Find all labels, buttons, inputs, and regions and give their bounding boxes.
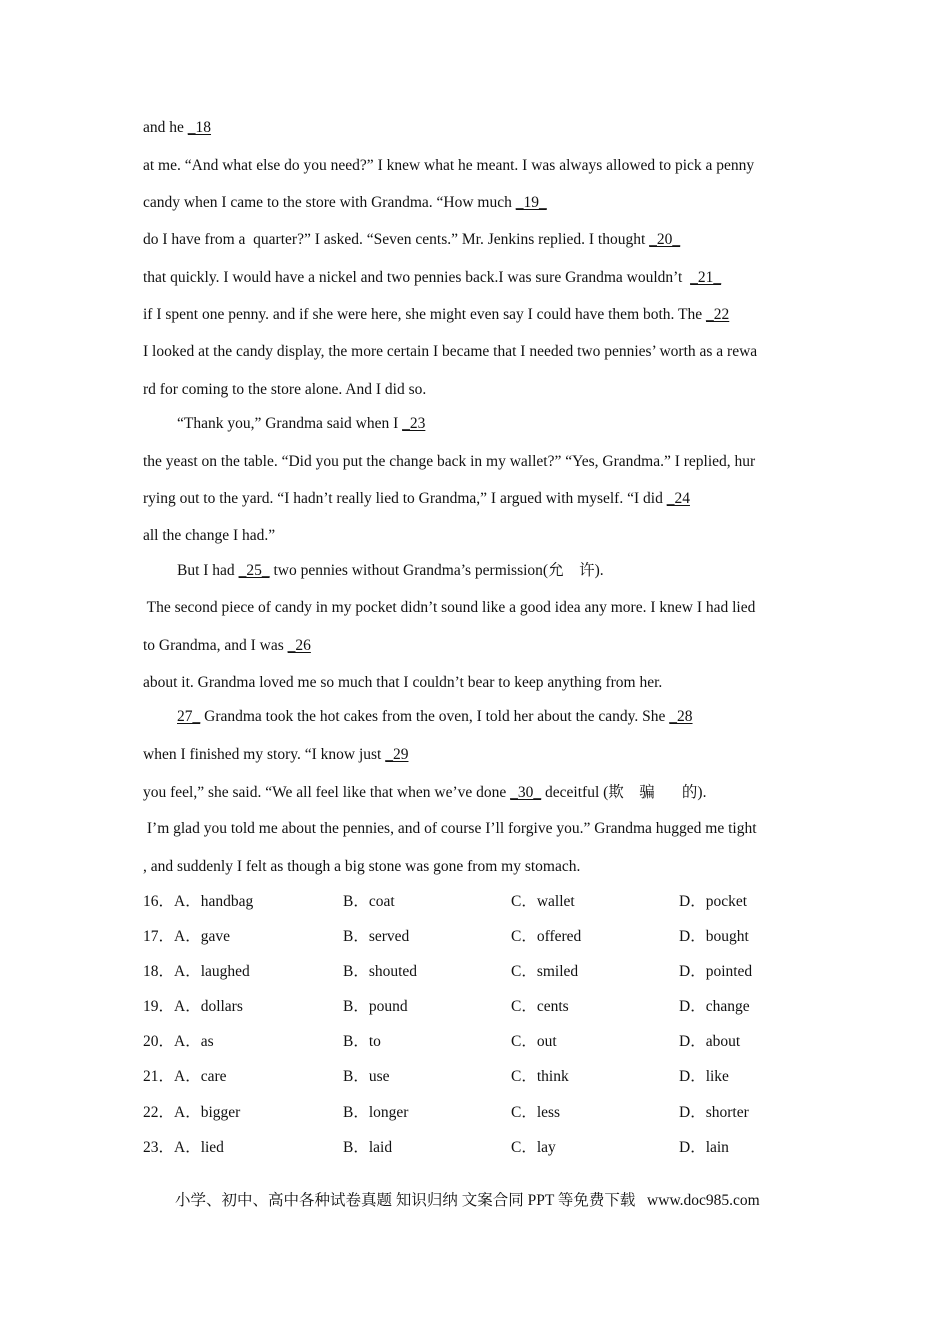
passage-line-17: 27_ Grandma took the hot cakes from the oven, I told her about the candy. She _28 (177, 708, 693, 725)
passage-line-10: the yeast on the table. “Did you put the change back in my wallet?” “Yes, Grandma.” I replied, hur (143, 453, 756, 470)
page-footer: 小学、初中、高中各种试卷真题 知识归纳 文案合同 PPT 等免费下载 www.doc985.com (175, 1192, 760, 1209)
option-a: 23．A．lied (143, 1139, 224, 1156)
question-23-options (143, 1138, 823, 1160)
blank-20: _20_ (649, 231, 681, 248)
blank-24: _24 (666, 490, 690, 507)
question-22-options (143, 1103, 823, 1125)
blank-26: _26 (287, 637, 311, 654)
option-d: D．bought (679, 928, 749, 945)
passage-line-13: But I had _25_ two pennies without Grandma’s permission(允 许). (177, 562, 604, 579)
option-a: 20．A．as (143, 1033, 214, 1050)
option-d: D．about (679, 1033, 741, 1050)
passage-line-18: when I finished my story. “I know just _29 (143, 746, 409, 763)
question-19-options (143, 997, 823, 1019)
passage-line-9: “Thank you,” Grandma said when I _23 (177, 415, 426, 432)
option-a: 22．A．bigger (143, 1104, 241, 1121)
option-a: 17．A．gave (143, 928, 230, 945)
option-c: C．less (511, 1104, 561, 1121)
blank-29: _29 (385, 746, 409, 763)
blank-23: _23 (402, 415, 426, 432)
passage-line-14: The second piece of candy in my pocket didn’t sound like a good idea any more. I knew I had lied (143, 599, 756, 616)
option-c: C．smiled (511, 963, 579, 980)
blank-22: _22 (706, 306, 730, 323)
option-d: D．lain (679, 1139, 729, 1156)
passage-line-16: about it. Grandma loved me so much that I couldn’t bear to keep anything from her. (143, 674, 663, 691)
option-a: 21．A．care (143, 1068, 227, 1085)
passage-line-20: I’m glad you told me about the pennies, and of course I’ll forgive you.” Grandma hugged me tight (143, 820, 757, 837)
option-c: C．wallet (511, 893, 575, 910)
question-20-options (143, 1032, 823, 1054)
option-c: C．lay (511, 1139, 556, 1156)
option-c: C．think (511, 1068, 569, 1085)
passage-line-7: I looked at the candy display, the more certain I became that I needed two pennies’ worth as a rewa (143, 343, 758, 360)
passage-line-11: rying out to the yard. “I hadn’t really lied to Grandma,” I argued with myself. “I did _24 (143, 490, 690, 507)
blank-28: _28 (669, 708, 693, 725)
option-b: B．served (343, 928, 410, 945)
question-21-options (143, 1067, 823, 1089)
passage-line-12: all the change I had.” (143, 527, 276, 544)
question-18-options (143, 962, 823, 984)
option-c: C．cents (511, 998, 569, 1015)
blank-27: 27_ (177, 708, 201, 725)
option-b: B．use (343, 1068, 390, 1085)
option-a: 18．A．laughed (143, 963, 250, 980)
passage-line-4: do I have from a quarter?” I asked. “Seven cents.” Mr. Jenkins replied. I thought _20_ (143, 231, 681, 248)
option-d: D．like (679, 1068, 729, 1085)
passage-line-21: , and suddenly I felt as though a big stone was gone from my stomach. (143, 858, 581, 875)
passage-line-8: rd for coming to the store alone. And I did so. (143, 381, 427, 398)
option-b: B．pound (343, 998, 408, 1015)
option-a: 19．A．dollars (143, 998, 243, 1015)
option-b: B．coat (343, 893, 395, 910)
passage-line-3: candy when I came to the store with Grandma. “How much _19_ (143, 194, 547, 211)
passage-line-6: if I spent one penny. and if she were here, she might even say I could have them both. The _22 (143, 306, 730, 323)
option-a: 16．A．handbag (143, 893, 254, 910)
passage-line-15: to Grandma, and I was _26 (143, 637, 311, 654)
passage-line-19: you feel,” she said. “We all feel like that when we’ve done _30_ deceitful (欺 骗 的). (143, 784, 707, 801)
option-d: D．change (679, 998, 750, 1015)
blank-18: _18 (187, 119, 212, 136)
question-16-options (143, 892, 823, 914)
option-b: B．shouted (343, 963, 418, 980)
option-d: D．pointed (679, 963, 753, 980)
option-d: D．shorter (679, 1104, 749, 1121)
blank-19: _19_ (515, 194, 547, 211)
option-b: B．laid (343, 1139, 393, 1156)
option-d: D．pocket (679, 893, 748, 910)
blank-30: _30_ (510, 784, 542, 801)
option-b: B．longer (343, 1104, 409, 1121)
option-c: C．offered (511, 928, 582, 945)
passage-line-1: and he _18 (143, 119, 212, 136)
question-17-options (143, 927, 823, 949)
blank-25: _25_ (238, 562, 270, 579)
passage-line-5: that quickly. I would have a nickel and two pennies back.I was sure Grandma wouldn’t _21_ (143, 269, 722, 286)
passage-line-2: at me. “And what else do you need?” I knew what he meant. I was always allowed to pick a penny (143, 157, 755, 174)
option-b: B．to (343, 1033, 381, 1050)
option-c: C．out (511, 1033, 557, 1050)
blank-21: _21_ (690, 269, 722, 286)
